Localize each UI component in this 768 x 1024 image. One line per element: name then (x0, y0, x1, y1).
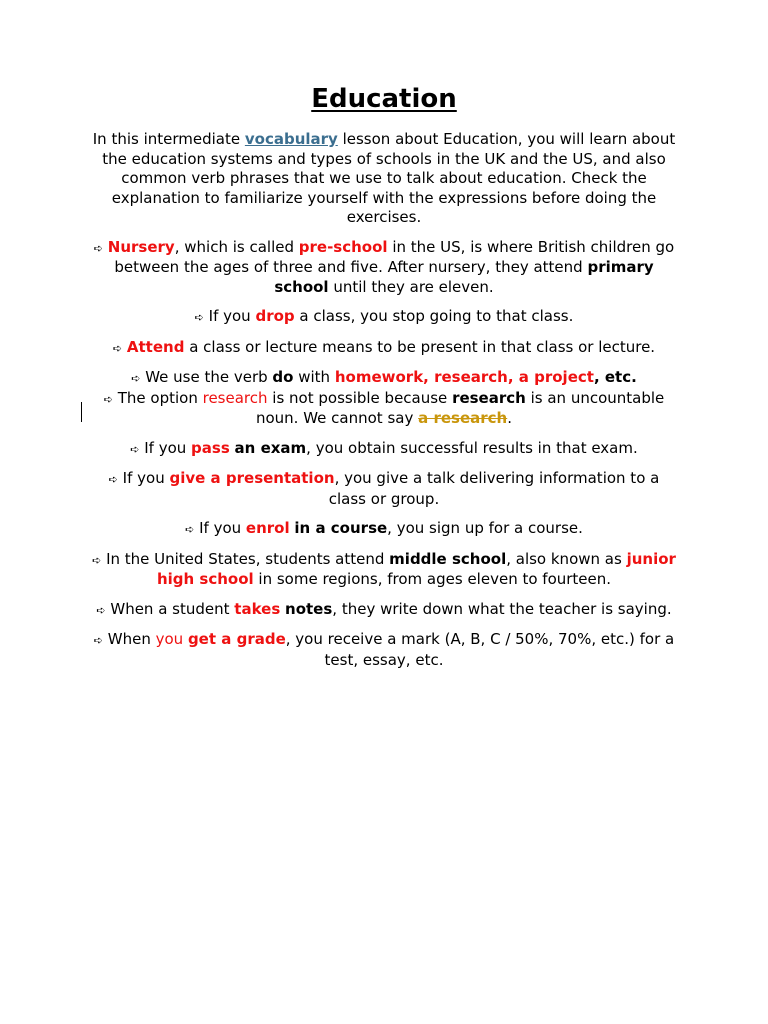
vocab-item-enrol (88, 519, 680, 540)
term-b: in a course (294, 519, 388, 537)
term-red: homework, research, a project (334, 368, 594, 386)
item-text: If you (122, 469, 170, 487)
item-text: , you sign up for a course. (387, 519, 583, 537)
item-text: , also known as (506, 549, 627, 568)
vocab-item-takes-notes (88, 600, 680, 621)
term-b: do (272, 368, 294, 386)
vocab-item-attend (88, 338, 680, 359)
term-red-plain: you (155, 630, 184, 648)
term-strike: a research (418, 409, 508, 427)
term-b: notes (285, 599, 333, 618)
arrow-icon: ➪ (96, 603, 106, 617)
item-text: , they write down what the teacher is saying. (332, 599, 672, 618)
term-red: give a presentation (169, 469, 335, 487)
term-red: drop (255, 307, 295, 325)
item-text: a class, you stop going to that class. (294, 307, 574, 325)
term-red: pre-school (298, 237, 388, 256)
item-text: is not possible because (267, 388, 453, 407)
item-text: in the US, is where British children go between the ages of three and five. After nursery, they attend (114, 237, 675, 276)
item-text: If you (208, 307, 256, 325)
item-text: If you (144, 438, 192, 457)
item-text: The option (117, 388, 203, 407)
vocab-item-pass (88, 439, 680, 460)
intro-text-end: lesson about Education, you will learn about the education systems and types of schools in the UK and the US, and also common verb phrases that we use to talk about education. Check the explanation to familiarize yourself with the expressions before doing the exercises. (102, 130, 676, 226)
vocab-item-grade (88, 630, 680, 670)
arrow-icon: ➪ (185, 523, 195, 536)
term-b: research (452, 388, 526, 407)
term-red-plain: research (202, 388, 268, 407)
item-text: in some regions, from ages eleven to fourteen. (253, 570, 612, 588)
item-text: until they are eleven. (328, 277, 494, 296)
term-red: pass (191, 438, 230, 457)
item-text: , you obtain successful results in that exam. (306, 438, 638, 457)
arrow-icon: ➪ (130, 442, 140, 456)
vocab-item-nursery (88, 238, 680, 298)
term-b: primary school (274, 258, 654, 296)
item-text: is an uncountable noun. We cannot say (255, 388, 665, 427)
term-red: Attend (126, 337, 185, 356)
term-b: an exam (234, 438, 307, 457)
page-title: Education (311, 84, 457, 114)
vocab-item-middle-school (88, 550, 680, 590)
document-body (88, 130, 680, 680)
item-text: . (507, 409, 512, 427)
term-red: junior high school (156, 549, 676, 588)
item-text: If you (199, 519, 246, 537)
arrow-icon: ➪ (92, 553, 102, 567)
vocab-item-drop (88, 307, 680, 328)
term-red: takes (234, 599, 281, 618)
item-text: When a student (110, 599, 235, 618)
vocabulary-link[interactable]: vocabulary (244, 130, 338, 148)
item-text: , you receive a mark (A, B, C / 50%, 70%, etc.) for a test, essay, etc. (285, 630, 675, 669)
term-b: , etc. (593, 368, 637, 386)
term-b: middle school (389, 549, 507, 568)
item-text: We use the verb (145, 368, 273, 386)
item-text: When (107, 630, 156, 648)
vocab-item-do (88, 368, 680, 389)
item-text: a class or lecture means to be present in that class or lecture. (184, 337, 656, 356)
intro-text-start: In this intermediate (92, 130, 245, 148)
arrow-icon: ➪ (93, 241, 104, 255)
intro-paragraph (88, 130, 680, 228)
arrow-icon: ➪ (112, 341, 123, 355)
arrow-icon: ➪ (108, 473, 118, 486)
term-red: enrol (245, 519, 290, 537)
arrow-icon: ➪ (131, 372, 141, 385)
arrow-icon: ➪ (194, 311, 204, 324)
text-cursor (81, 402, 82, 422)
item-text: , which is called (174, 237, 299, 256)
item-text: , you give a talk delivering information to a class or group. (328, 469, 660, 508)
item-text: In the United States, students attend (106, 549, 390, 568)
term-red: get a grade (187, 630, 286, 648)
item-text: with (293, 368, 335, 386)
vocab-item-presentation (88, 469, 680, 509)
term-red: Nursery (107, 237, 175, 256)
arrow-icon: ➪ (93, 634, 103, 647)
arrow-icon: ➪ (103, 392, 113, 406)
vocab-item-research (88, 389, 680, 429)
